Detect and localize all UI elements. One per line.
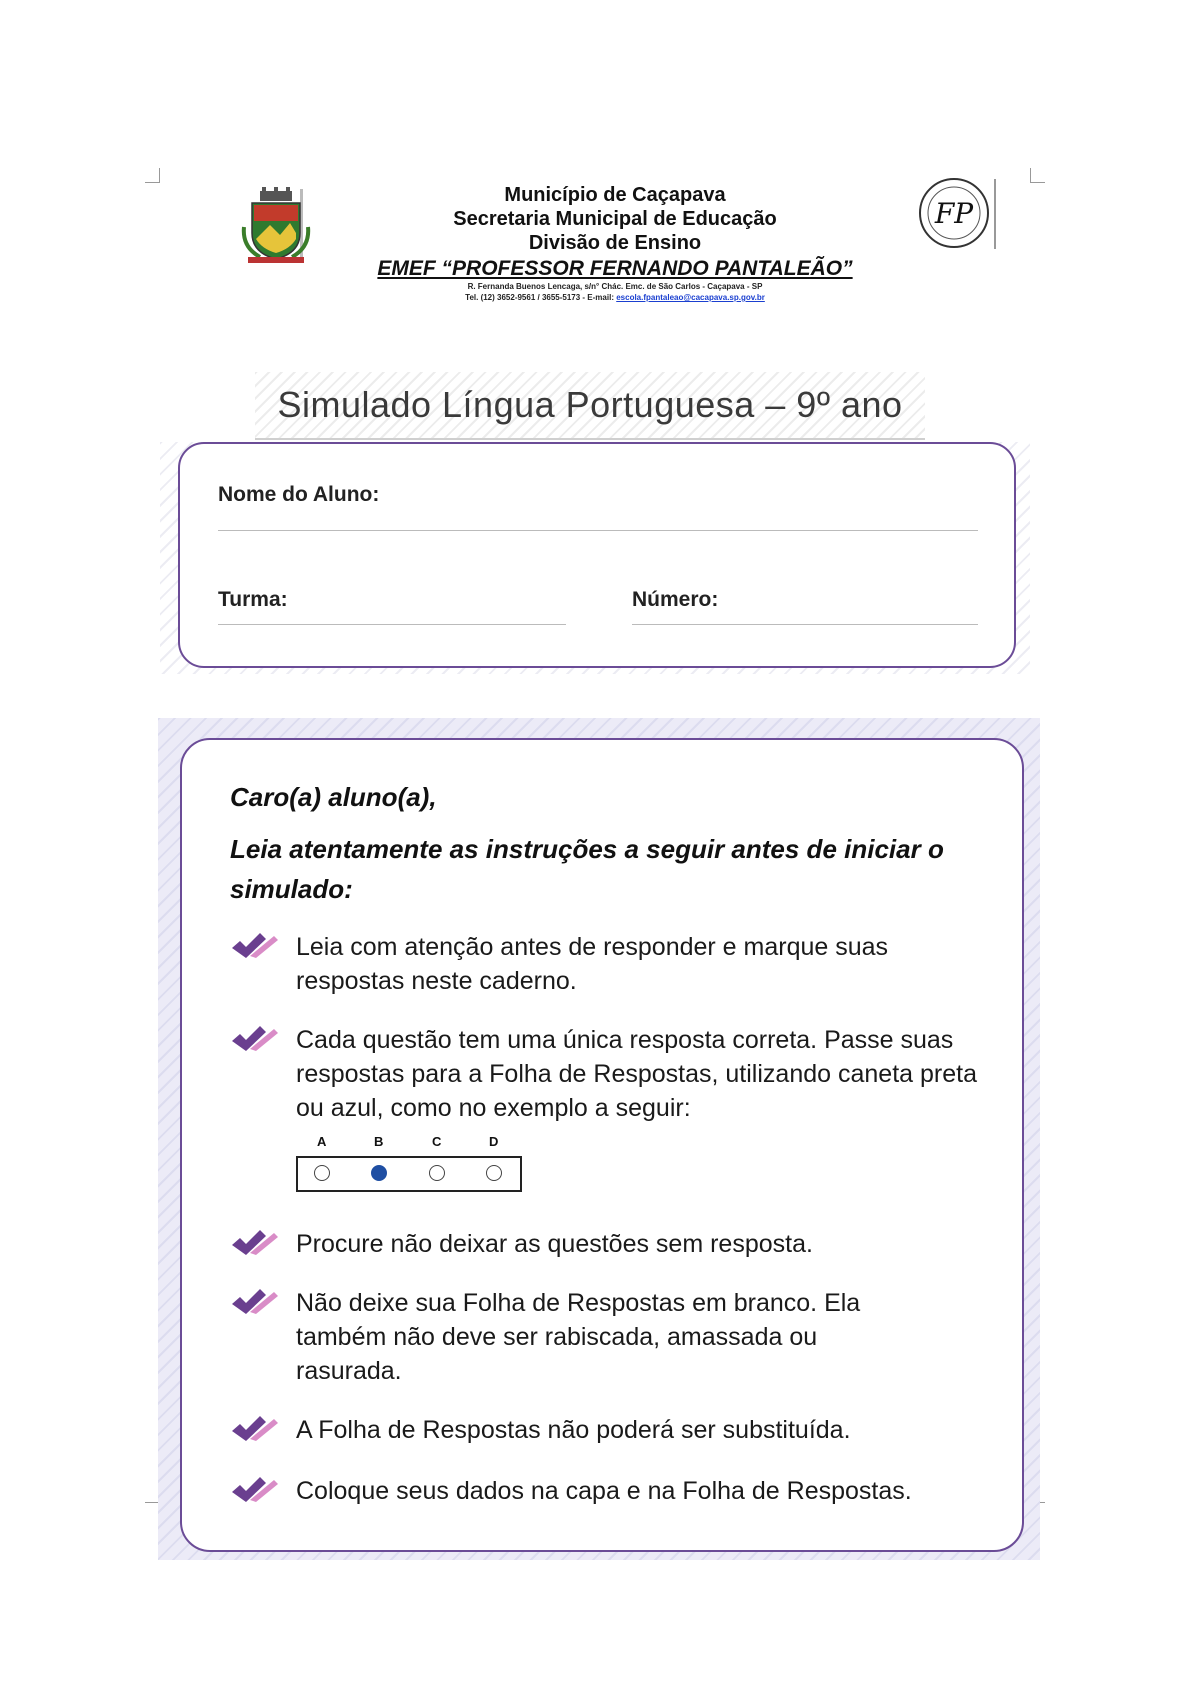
bubble-d <box>486 1165 502 1181</box>
school-email-link[interactable]: escola.fpantaleao@cacapava.sp.gov.br <box>616 293 765 302</box>
option-label-a: A <box>317 1134 327 1149</box>
title-band <box>255 372 925 440</box>
school-logo-icon <box>918 175 998 255</box>
instruction-text: Coloque seus dados na capa e na Folha de Respostas. <box>296 1477 912 1505</box>
class-label: Turma: <box>218 588 288 611</box>
option-label-c: C <box>432 1134 442 1149</box>
secretariat-name: Secretaria Municipal de Educação <box>453 208 777 230</box>
student-name-label: Nome do Aluno: <box>218 483 380 506</box>
checkmark-icon <box>230 1227 280 1259</box>
school-address: R. Fernanda Buenos Lencaga, s/n° Chác. Emc. de São Carlos - Caçapava - SP <box>467 282 763 291</box>
municipal-crest-icon <box>240 187 312 263</box>
instruction-text: A Folha de Respostas não poderá ser substituída. <box>296 1416 851 1444</box>
answer-example <box>296 1134 526 1196</box>
greeting: Caro(a) aluno(a), <box>230 782 437 812</box>
checkmark-icon <box>230 930 280 962</box>
header-text-block <box>325 183 905 303</box>
crop-mark-top-right <box>1030 168 1045 183</box>
checkmark-icon <box>230 1413 280 1445</box>
instruction-text: Cada questão tem uma única resposta correta. Passe suas respostas para a Folha de Respostas, utilizando caneta preta ou azul, como no exemplo a seguir: <box>296 1026 977 1122</box>
checkmark-icon <box>230 1286 280 1318</box>
option-label-d: D <box>489 1134 499 1149</box>
instruction-text: Leia com atenção antes de responder e marque suas respostas neste caderno. <box>296 933 889 995</box>
bubble-a <box>314 1165 330 1181</box>
crop-mark-top-left <box>145 168 160 183</box>
logo-initials: FP <box>934 197 974 230</box>
school-contact <box>325 292 905 303</box>
checkmark-icon <box>230 1023 280 1055</box>
bubble-c <box>429 1165 445 1181</box>
option-label-b: B <box>374 1134 384 1149</box>
school-name: EMEF “PROFESSOR FERNANDO PANTALEÃO” <box>377 257 853 280</box>
student-name-field[interactable] <box>218 530 978 531</box>
school-phone: Tel. (12) 3652-9561 / 3655-5173 - E-mail: <box>465 293 614 302</box>
instruction-text: Não deixe sua Folha de Respostas em branco. Ela também não deve ser rabiscada, amassada ou rasurada. <box>296 1289 861 1385</box>
number-label: Número: <box>632 588 719 611</box>
instruction-text: Procure não deixar as questões sem resposta. <box>296 1230 813 1258</box>
page-title: Simulado Língua Portuguesa – 9º ano <box>277 384 903 425</box>
division-name: Divisão de Ensino <box>528 232 702 254</box>
checkmark-icon <box>230 1474 280 1506</box>
municipality-name: Município de Caçapava <box>504 184 726 206</box>
class-field[interactable] <box>218 624 566 625</box>
student-info-box <box>178 442 1016 668</box>
bubble-b-filled <box>371 1165 387 1181</box>
document-header <box>230 175 1000 315</box>
number-field[interactable] <box>632 624 978 625</box>
instructions-lead: Leia atentamente as instruções a seguir antes de iniciar o simulado: <box>230 834 944 904</box>
